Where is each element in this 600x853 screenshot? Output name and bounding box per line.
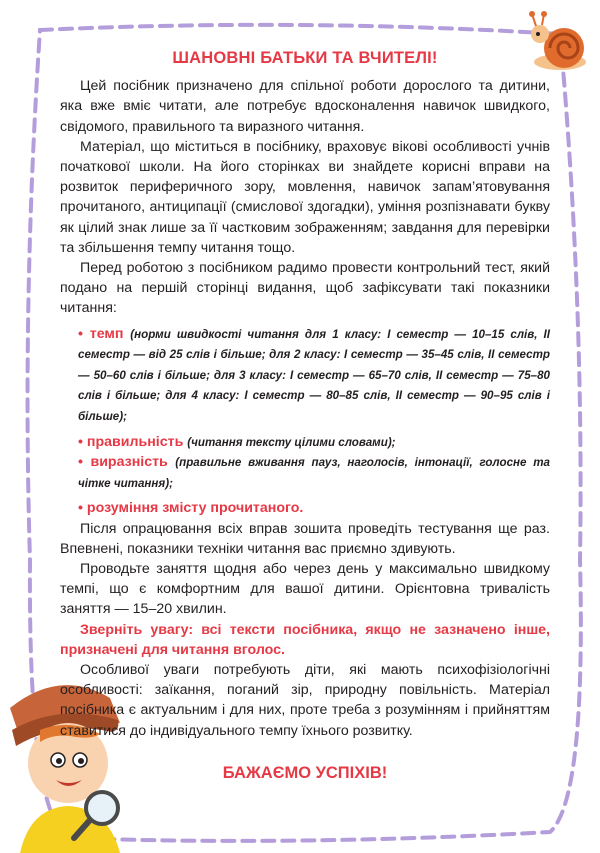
paragraph-intro: Цей посібник призначено для спільної роботи дорослого та дитини, яка вже вміє читати, але потребує вдосконалення навичок швидкого, свідомого, правильного та виразного читання. (60, 78, 550, 135)
bullet-dot: • (78, 500, 83, 517)
bullet-key-comprehension: розуміння змісту прочитаного. (86, 500, 304, 517)
bullet-note-tempo: (норми швидкості читання для 1 класу: І семестр — 10–15 слів, ІІ семестр — від 25 слів і більше; для 2 класу: І семестр — 35–45 слів, ІІ семестр — 50–60 слів і більше; для 3 класу: І семестр — 65–70 слів, ІІ семестр — 75–80 слів і більше; для 4 класу: І семестр — 80–85 слів, ІІ семестр — 90–95 слів і більше); (78, 327, 550, 424)
list-item-correctness (60, 432, 550, 453)
paragraph-schedule: Проводьте заняття щодня або через день у максимально швидкому темпі, що є комфортним для вашої дитини. Орієнтовна тривалість заняття — 15–20 хвилин. (60, 561, 550, 618)
bullet-key-expressiveness: виразність (90, 454, 168, 471)
list-item-tempo (60, 324, 550, 427)
bullet-dot: • (78, 325, 83, 342)
paragraph-special-needs: Особливої уваги потребують діти, які мають психофізіологічні особливості: заїкання, поганий зір, природну повільність. Матеріал посібника є актуальним і для них, проте треба з розумінням і прийняттям ставитися до індивідуального темпу їхнього розвитку. (60, 662, 550, 739)
closing-wish: БАЖАЄМО УСПІХІВ! (222, 763, 388, 782)
bullet-note-correctness: (читання тексту цілими словами); (187, 435, 396, 449)
document-body (60, 48, 550, 783)
paragraph-retest: Після опрацювання всіх вправ зошита проведіть тестування ще раз. Впевнені, показники техніки читання вас приємно здивують. (60, 520, 550, 557)
paragraph-test: Перед роботою з посібником радимо провести контрольний тест, який подано на першій сторінці видання, щоб зафіксувати такі показники читання: (60, 260, 550, 317)
bullet-key-correctness: правильність (86, 433, 184, 450)
attention-note: Зверніть увагу: всі тексти посібника, якщо не зазначено інше, призначені для читання вголос. (60, 621, 550, 658)
bullet-key-tempo: темп (89, 325, 124, 342)
paragraph-material: Матеріал, що міститься в посібнику, враховує вікові особливості учнів початкової школи. На його сторінках ви знайдете корисні вправи на розвиток периферичного зору, мовлення, навичок запам’ятовування прочитаного, антиципації (смислової здогадки), уміння розпізнавати букву як цілий знак лише за її частковим зображенням; завдання для перевірки та збільшення темпу читання тощо. (60, 138, 550, 256)
list-item-comprehension (60, 498, 550, 518)
bullet-note-expressiveness: (правильне вживання пауз, наголосів, інтонації, голосне та чітке читання); (78, 456, 550, 490)
bullet-dot: • (78, 433, 83, 450)
list-item-expressiveness (60, 452, 550, 493)
page-title: ШАНОВНІ БАТЬКИ ТА ВЧИТЕЛІ! (172, 49, 438, 67)
bullet-dot: • (78, 454, 83, 471)
